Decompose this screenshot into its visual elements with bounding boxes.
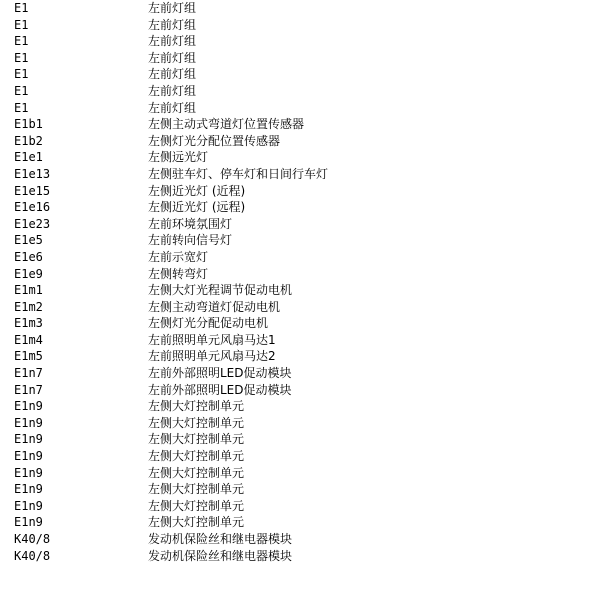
component-description: 左侧大灯控制单元 <box>148 449 245 464</box>
legend-row <box>14 33 594 50</box>
legend-row <box>14 232 594 249</box>
legend-row <box>14 183 594 200</box>
legend-row <box>14 133 594 150</box>
legend-row <box>14 50 594 67</box>
legend-row <box>14 365 594 382</box>
component-code: E1n9 <box>14 482 43 497</box>
component-description: 左侧大灯控制单元 <box>148 498 245 513</box>
component-code: E1m2 <box>14 299 43 314</box>
component-description: 左侧驻车灯、停车灯和日间行车灯 <box>148 166 329 181</box>
legend-row <box>14 514 594 531</box>
component-code: E1n9 <box>14 415 43 430</box>
legend-row <box>14 415 594 432</box>
component-code: E1m4 <box>14 332 43 347</box>
component-description: 左侧灯光分配促动电机 <box>148 316 269 331</box>
component-code: E1e1 <box>14 150 43 165</box>
component-description: 发动机保险丝和继电器模块 <box>148 548 293 563</box>
legend-row <box>14 348 594 365</box>
component-description: 左前灯组 <box>148 1 197 15</box>
legend-row <box>14 448 594 465</box>
legend-row <box>14 266 594 283</box>
component-description: 左前灯组 <box>148 67 197 82</box>
component-code: E1e9 <box>14 266 43 281</box>
legend-row <box>14 548 594 565</box>
component-code: E1 <box>14 83 29 98</box>
component-description: 左侧大灯控制单元 <box>148 399 245 414</box>
component-description: 左侧转弯灯 <box>148 266 209 281</box>
component-code: E1 <box>14 67 29 82</box>
legend-row <box>14 282 594 299</box>
component-code: E1m5 <box>14 349 43 364</box>
component-code: E1n9 <box>14 449 43 464</box>
legend-row <box>14 315 594 332</box>
legend-row <box>14 0 594 17</box>
legend-row <box>14 66 594 83</box>
legend-row <box>14 83 594 100</box>
legend-row <box>14 100 594 117</box>
component-description: 左前照明单元风扇马达1 <box>148 332 276 347</box>
component-code: E1e5 <box>14 233 43 248</box>
legend-row <box>14 498 594 515</box>
legend-row <box>14 149 594 166</box>
component-description: 左前灯组 <box>148 17 197 32</box>
component-description: 左前灯组 <box>148 50 197 65</box>
component-code: E1e23 <box>14 216 51 231</box>
component-code: E1 <box>14 1 29 15</box>
component-description: 左侧远光灯 <box>148 150 209 165</box>
component-description: 左侧近光灯 (远程) <box>148 200 246 215</box>
component-code: E1 <box>14 100 29 115</box>
component-code: E1e6 <box>14 249 43 264</box>
component-description: 左前灯组 <box>148 34 197 49</box>
legend-row <box>14 249 594 266</box>
component-description: 左前示宽灯 <box>148 249 209 264</box>
component-code: E1n9 <box>14 498 43 513</box>
component-description: 左前外部照明LED促动模块 <box>148 366 292 381</box>
component-code: E1 <box>14 34 29 49</box>
component-code: E1n9 <box>14 465 43 480</box>
component-code: E1e15 <box>14 183 51 198</box>
component-description: 左前转向信号灯 <box>148 233 233 248</box>
legend-row <box>14 116 594 133</box>
legend-row <box>14 398 594 415</box>
component-description: 左侧大灯控制单元 <box>148 415 245 430</box>
component-description: 左侧大灯控制单元 <box>148 482 245 497</box>
legend-row <box>14 481 594 498</box>
component-description: 左侧主动弯道灯促动电机 <box>148 299 281 314</box>
legend-row <box>14 382 594 399</box>
legend-row <box>14 17 594 34</box>
component-description: 左前灯组 <box>148 83 197 98</box>
legend-row <box>14 216 594 233</box>
component-code: E1n7 <box>14 382 43 397</box>
component-code: E1 <box>14 17 29 32</box>
legend-row <box>14 299 594 316</box>
legend-row <box>14 431 594 448</box>
legend-row <box>14 166 594 183</box>
component-description: 左前外部照明LED促动模块 <box>148 382 292 397</box>
component-code: E1n9 <box>14 515 43 530</box>
legend-row <box>14 531 594 548</box>
component-description: 左侧近光灯 (近程) <box>148 183 246 198</box>
component-description: 左前灯组 <box>148 100 197 115</box>
component-description: 发动机保险丝和继电器模块 <box>148 532 293 546</box>
component-code: E1n9 <box>14 399 43 414</box>
legend-row <box>14 199 594 216</box>
component-code: E1e13 <box>14 166 51 181</box>
component-code: E1e16 <box>14 200 51 215</box>
component-description: 左侧主动式弯道灯位置传感器 <box>148 117 305 132</box>
legend-row <box>14 465 594 482</box>
component-code: K40/8 <box>14 532 51 546</box>
component-description: 左侧大灯控制单元 <box>148 515 245 530</box>
component-code: E1n9 <box>14 432 43 447</box>
component-description: 左侧灯光分配位置传感器 <box>148 133 281 148</box>
component-legend-list <box>14 0 594 564</box>
legend-row <box>14 332 594 349</box>
component-description: 左侧大灯控制单元 <box>148 432 245 447</box>
component-code: E1n7 <box>14 366 43 381</box>
component-code: E1 <box>14 50 29 65</box>
component-code: E1m1 <box>14 283 43 298</box>
component-code: E1b1 <box>14 117 43 132</box>
component-description: 左前照明单元风扇马达2 <box>148 349 276 364</box>
component-code: E1b2 <box>14 133 43 148</box>
component-code: E1m3 <box>14 316 43 331</box>
component-code: K40/8 <box>14 548 51 563</box>
component-description: 左侧大灯光程调节促动电机 <box>148 283 293 298</box>
component-description: 左前环境氛围灯 <box>148 216 233 231</box>
component-description: 左侧大灯控制单元 <box>148 465 245 480</box>
